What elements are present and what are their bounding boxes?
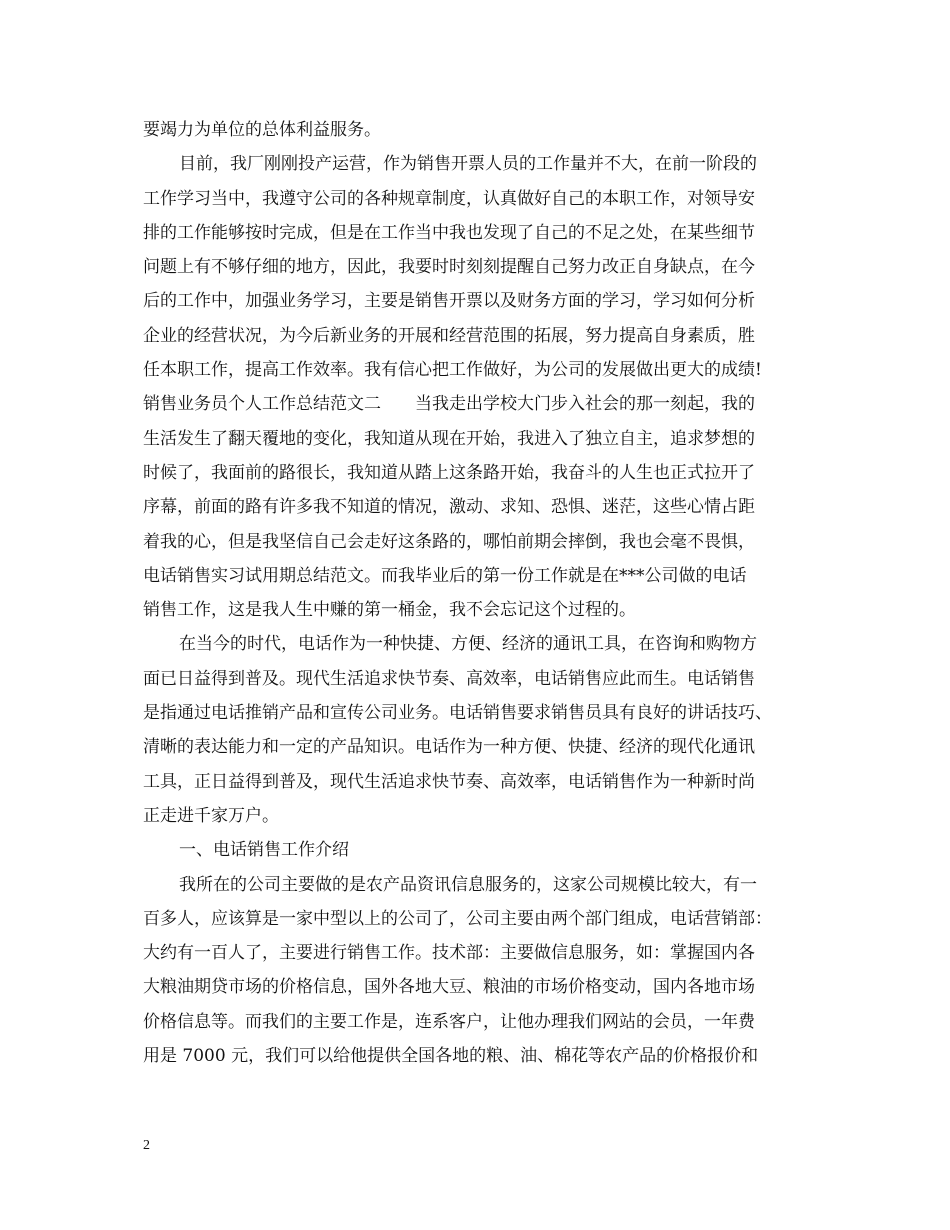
text-line: 面已日益得到普及。现代生活追求快节奏、高效率，电话销售应此而生。电话销售 (143, 668, 755, 689)
text-line: 企业的经营状况，为今后新业务的开展和经营范围的拓展，努力提高自身素质，胜 (143, 325, 755, 346)
section-heading: 一、电话销售工作介绍 (179, 840, 349, 861)
text-line: 销售工作，这是我人生中赚的第一桶金，我不会忘记这个过程的。 (143, 600, 636, 621)
text-line: 用是 7000 元，我们可以给他提供全国各地的粮、油、棉花等农产品的价格报价和 (143, 1046, 759, 1067)
section-title-line: 销售业务员个人工作总结范文二 当我走出学校大门步入社会的那一刻起，我的 (143, 394, 755, 415)
text-line: 工具，正日益得到普及，现代生活追求快节奏、高效率，电话销售作为一种新时尚 (143, 771, 755, 792)
page-number: 2 (143, 1138, 150, 1153)
text-line: 序幕，前面的路有许多我不知道的情况，激动、求知、恐惧、迷茫，这些心情占距 (143, 497, 755, 518)
text-line: 着我的心，但是我坚信自己会走好这条路的，哪怕前期会摔倒，我也会毫不畏惧， (143, 531, 755, 552)
paragraph-start-line: 目前，我厂刚刚投产运营，作为销售开票人员的工作量并不大，在前一阶段的 (179, 154, 757, 175)
body-text (143, 113, 823, 1073)
text-line: 后的工作中，加强业务学习，主要是销售开票以及财务方面的学习，学习如何分析 (143, 291, 755, 312)
text-line: 要竭力为单位的总体利益服务。 (143, 120, 381, 140)
text-line: 大粮油期贷市场的价格信息，国外各地大豆、粮油的市场价格变动，国内各地市场 (143, 977, 755, 998)
text-line: 任本职工作，提高工作效率。我有信心把工作做好，为公司的发展做出更大的成绩! (143, 360, 762, 381)
text-line: 正走进千家万户。 (143, 805, 279, 826)
paragraph-start-line: 我所在的公司主要做的是农产品资讯信息服务的，这家公司规模比较大，有一 (179, 874, 757, 895)
text-line: 电话销售实习试用期总结范文。而我毕业后的第一份工作就是在***公司做的电话 (143, 565, 747, 586)
text-line: 百多人，应该算是一家中型以上的公司了，公司主要由两个部门组成，电话营销部： (143, 908, 772, 929)
text-line: 大约有一百人了，主要进行销售工作。技术部：主要做信息服务，如：掌握国内各 (143, 943, 755, 964)
text-line: 时候了，我面前的路很长，我知道从踏上这条路开始，我奋斗的人生也正式拉开了 (143, 462, 755, 483)
text-line: 排的工作能够按时完成，但是在工作当中我也发现了自己的不足之处，在某些细节 (143, 222, 755, 243)
text-line: 是指通过电话推销产品和宣传公司业务。电话销售要求销售员具有良好的讲话技巧、 (143, 703, 772, 724)
text-line: 工作学习当中，我遵守公司的各种规章制度，认真做好自己的本职工作，对领导安 (143, 188, 755, 209)
text-line: 清晰的表达能力和一定的产品知识。电话作为一种方便、快捷、经济的现代化通讯 (143, 737, 755, 758)
paragraph-start-line: 在当今的时代，电话作为一种快捷、方便、经济的通讯工具，在咨询和购物方 (179, 634, 757, 655)
text-line: 价格信息等。而我们的主要工作是，连系客户，让他办理我们网站的会员，一年费 (143, 1011, 755, 1032)
text-line: 问题上有不够仔细的地方，因此，我要时时刻刻提醒自己努力改正自身缺点，在今 (143, 257, 755, 278)
text-line: 生活发生了翻天覆地的变化，我知道从现在开始，我进入了独立自主，追求梦想的 (143, 428, 755, 449)
